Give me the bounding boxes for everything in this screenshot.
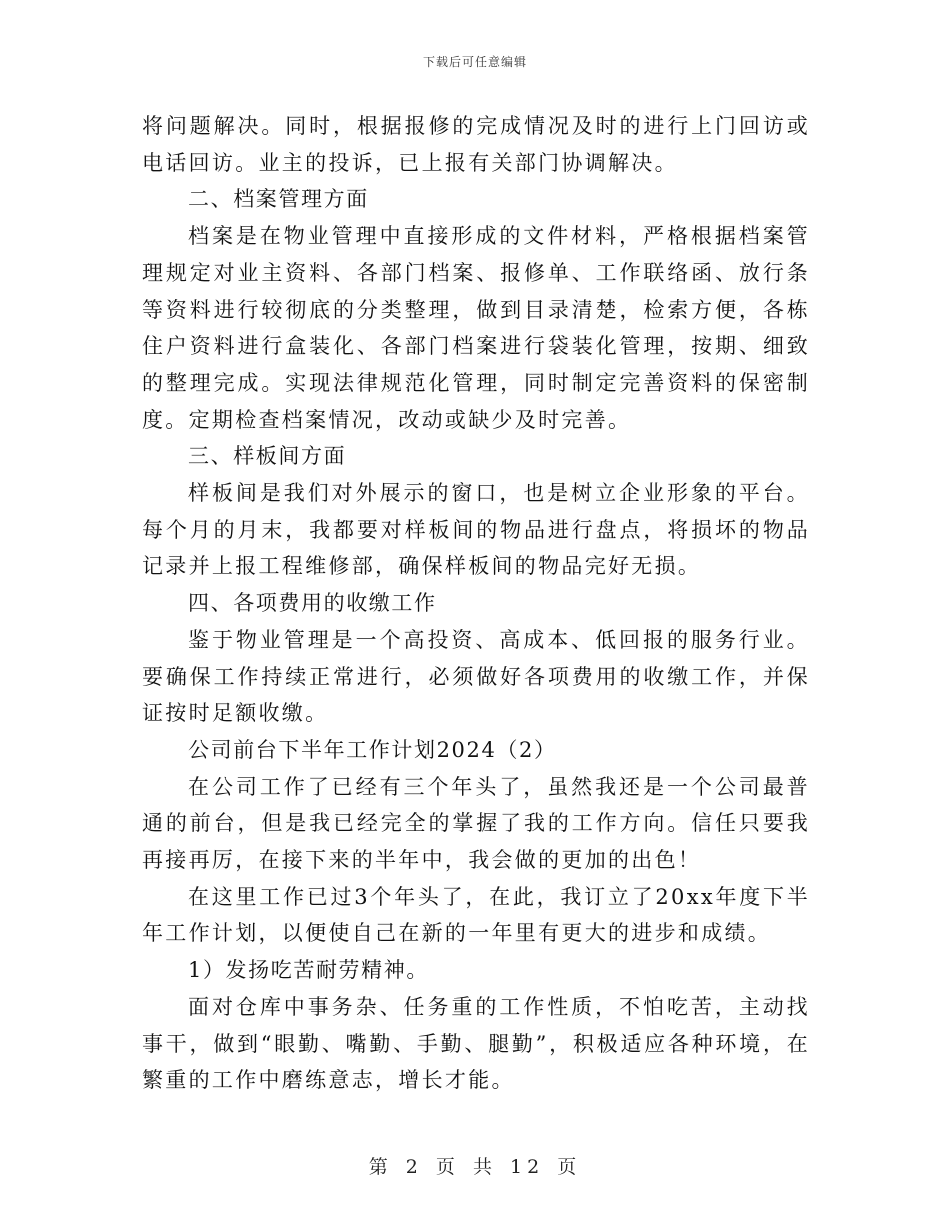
paragraph-archives: 档案是在物业管理中直接形成的文件材料，严格根据档案管理规定对业主资料、各部门档案、报修单、工作联络函、放行条等资料进行较彻底的分类整理，做到目录清楚，检索方便，各栋住户资料进行盒装化、各部门档案进行袋装化管理，按期、细致的整理完成。实现法律规范化管理，同时制定完善资料的保密制度。定期检查档案情况，改动或缺少及时完善。 — [142, 224, 810, 432]
page-header-note: 下载后可任意编辑 — [422, 55, 527, 69]
page-number-footer: 第 2 页 共 12 页 — [368, 1156, 582, 1178]
paragraph-plan: 在这里工作已过3个年头了，在此，我订立了20xx年度下半年工作计划，以便使自己在新的一年里有更大的进步和成绩。 — [142, 884, 810, 946]
list-heading-hardwork: 1）发扬吃苦耐劳精神。 — [188, 958, 429, 983]
section-heading-showroom: 三、样板间方面 — [188, 444, 347, 469]
document-body — [142, 108, 810, 1099]
section-heading-archives: 二、档案管理方面 — [188, 187, 369, 212]
document-subtitle: 公司前台下半年工作计划2024（2） — [188, 737, 557, 762]
paragraph-hardwork: 面对仓库中事务杂、任务重的工作性质，不怕吃苦，主动找事干，做到“眼勤、嘴勤、手勤、腿勤”，积极适应各种环境，在繁重的工作中磨练意志，增长才能。 — [142, 994, 810, 1093]
section-heading-fees: 四、各项费用的收缴工作 — [188, 591, 437, 616]
paragraph-continuation: 将问题解决。同时，根据报修的完成情况及时的进行上门回访或电话回访。业主的投诉，已上报有关部门协调解决。 — [142, 114, 810, 175]
paragraph-intro: 在公司工作了已经有三个年头了，虽然我还是一个公司最普通的前台，但是我已经完全的掌握了我的工作方向。信任只要我再接再厉，在接下来的半年中，我会做的更加的出色！ — [142, 774, 810, 873]
paragraph-fees: 鉴于物业管理是一个高投资、高成本、低回报的服务行业。要确保工作持续正常进行，必须做好各项费用的收缴工作，并保证按时足额收缴。 — [142, 627, 810, 726]
paragraph-showroom: 样板间是我们对外展示的窗口，也是树立企业形象的平台。每个月的月末，我都要对样板间的物品进行盘点，将损坏的物品记录并上报工程维修部，确保样板间的物品完好无损。 — [142, 481, 810, 579]
